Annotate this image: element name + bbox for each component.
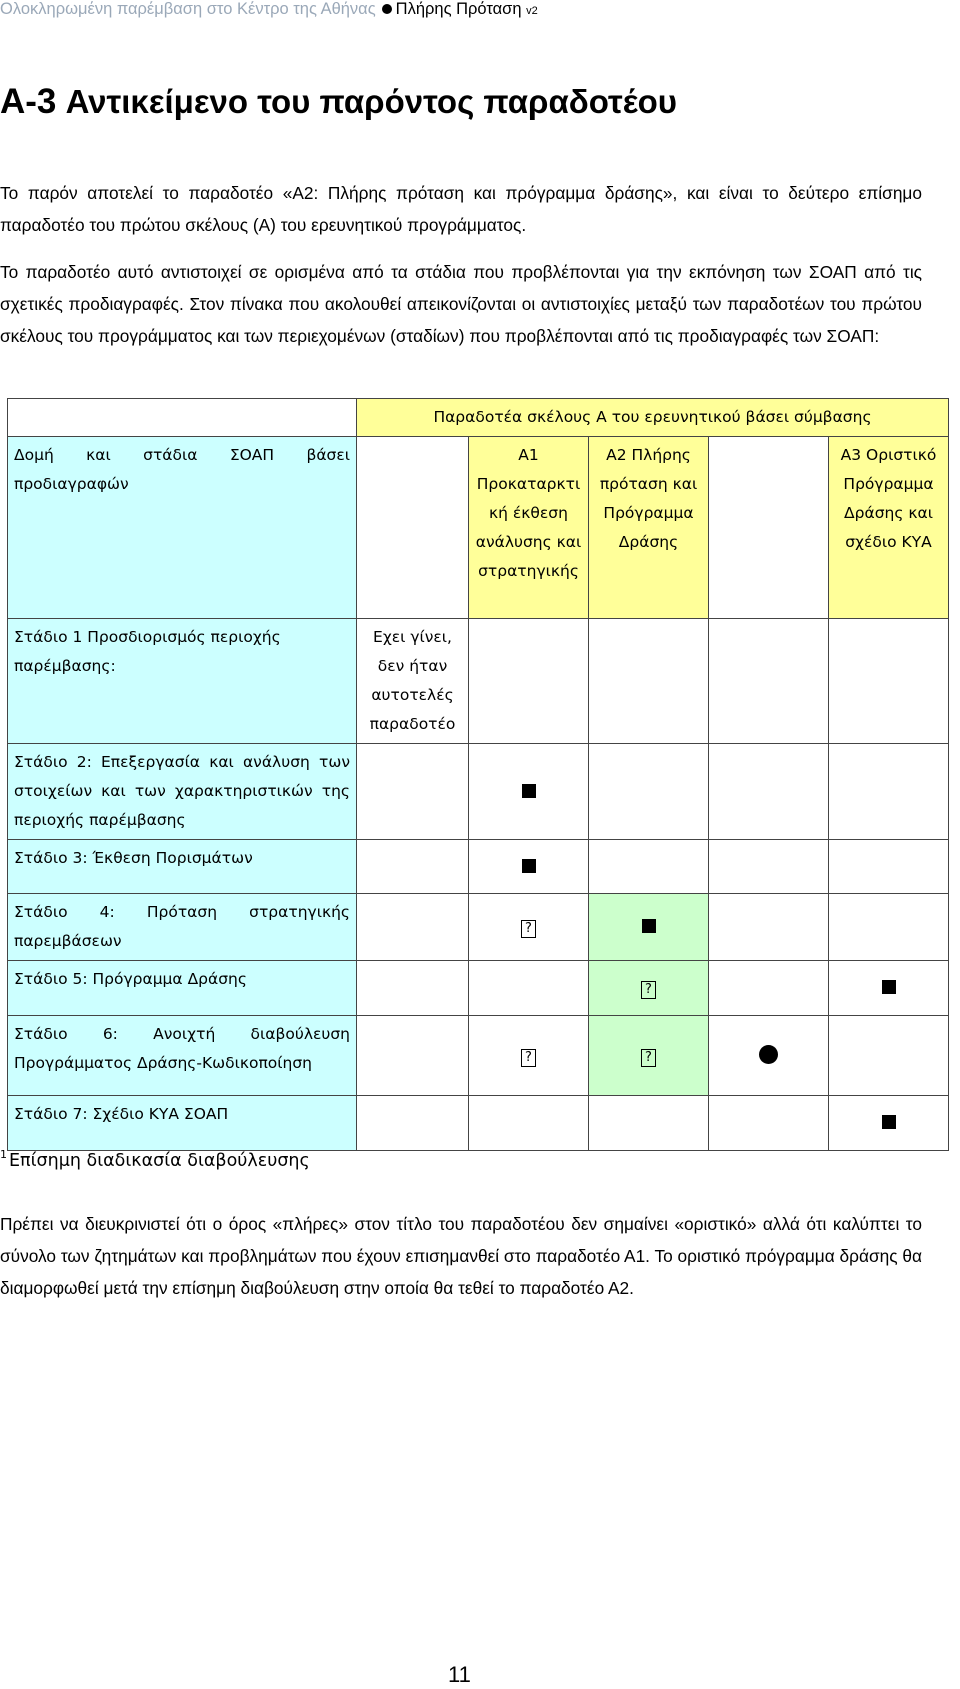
table-cell-empty — [469, 1096, 589, 1151]
table-cell-empty — [709, 840, 829, 894]
table-row — [8, 619, 949, 744]
table-row — [8, 744, 949, 840]
table-row — [8, 1016, 949, 1096]
table-row — [8, 399, 949, 437]
deliverables-table — [7, 398, 949, 1151]
page-number: 11 — [448, 1662, 471, 1687]
table-cell-empty — [709, 619, 829, 744]
table-cell-empty — [709, 744, 829, 840]
footnote-text: Επίσημη διαδικασία διαβούλευσης — [9, 1151, 310, 1171]
table-cell-empty — [709, 894, 829, 961]
footnote-marker: 1 — [0, 1148, 7, 1161]
table-row — [8, 961, 949, 1016]
section-label: Πλήρης Πρόταση — [395, 0, 522, 18]
column-header-a2: Α2 Πλήρης πρόταση και Πρόγραμμα Δράσης — [589, 437, 709, 619]
table-cell-empty — [829, 894, 949, 961]
stage-label: Στάδιο 2: Επεξεργασία και ανάλυση των στοιχείων και των χαρακτηριστικών της περιοχής παρέμβασης — [8, 744, 357, 840]
table-cell-empty — [829, 1016, 949, 1096]
table-cell — [829, 961, 949, 1016]
section-heading — [0, 82, 677, 122]
stage-label: Στάδιο 3: Έκθεση Πορισμάτων — [8, 840, 357, 894]
table-cell-empty — [357, 961, 469, 1016]
table-cell-empty — [589, 744, 709, 840]
table-cell-empty — [357, 1096, 469, 1151]
placeholder-glyph-icon: ? — [641, 1049, 656, 1067]
stage-label: Στάδιο 7: Σχέδιο ΚΥΑ ΣΟΑΠ — [8, 1096, 357, 1151]
paragraph-clarification: Πρέπει να διευκρινιστεί ότι ο όρος «πλήρες» στον τίτλο του παραδοτέου δεν σημαίνει «οριστικό» αλλά ότι καλύπτει το σύνολο των ζητημάτων και προβλημάτων που έχουν επισημανθεί στο παραδοτέο Α1. Το οριστικό πρόγραμμα δράσης θα διαμορφωθεί μετά την επίσημη διαβούλευση στην οποία θα τεθεί το παραδοτέο Α2. — [0, 1214, 922, 1298]
bullet-icon — [382, 4, 392, 14]
table-cell-empty — [357, 744, 469, 840]
table-cell-empty — [709, 961, 829, 1016]
stage-label: Στάδιο 1 Προσδιορισμός περιοχής παρέμβασης: — [8, 619, 357, 744]
table-cell — [469, 894, 589, 961]
table-cell-empty — [357, 894, 469, 961]
heading-title: Αντικείμενο του παρόντος παραδοτέου — [65, 83, 677, 120]
table-cell — [589, 1016, 709, 1096]
running-header — [0, 0, 538, 19]
table-cell — [589, 894, 709, 961]
table-row — [8, 1096, 949, 1151]
column-header — [709, 437, 829, 619]
placeholder-glyph-icon: ? — [521, 1049, 536, 1067]
footnote — [0, 1148, 310, 1171]
table-cell-empty — [589, 840, 709, 894]
table-cell — [469, 840, 589, 894]
filled-square-icon — [522, 859, 536, 873]
table-cell — [829, 1096, 949, 1151]
placeholder-glyph-icon: ? — [641, 981, 656, 999]
table-cell-empty — [8, 399, 357, 437]
paragraph-intro: Το παρόν αποτελεί το παραδοτέο «Α2: Πλήρης πρόταση και πρόγραμμα δράσης», και είναι το δεύτερο επίσημο παραδοτέο του πρώτου σκέλους (Α) του ερευνητικού προγράμματος. — [0, 183, 922, 235]
table-cell-empty — [589, 1096, 709, 1151]
heading-number: A-3 — [0, 82, 57, 121]
table-cell-empty — [829, 744, 949, 840]
table-cell-empty — [357, 1016, 469, 1096]
table-cell-empty — [829, 619, 949, 744]
version-label: v2 — [526, 5, 538, 17]
stages-column-header: Δομή και στάδια ΣΟΑΠ βάσει προδιαγραφών — [8, 437, 357, 619]
running-title: Ολοκληρωμένη παρέμβαση στο Κέντρο της Αθήνας — [0, 0, 376, 18]
table-row — [8, 894, 949, 961]
stage-label: Στάδιο 6: Ανοιχτή διαβούλευση Προγράμματος Δράσης-Κωδικοποίηση — [8, 1016, 357, 1096]
table-cell — [709, 1016, 829, 1096]
column-header-a3: Α3 Οριστικό Πρόγραμμα Δράσης και σχέδιο ΚΥΑ — [829, 437, 949, 619]
table-row — [8, 840, 949, 894]
stage-label: Στάδιο 4: Πρόταση στρατηγικής παρεμβάσεων — [8, 894, 357, 961]
table-row — [8, 437, 949, 619]
filled-square-icon — [522, 784, 536, 798]
table-cell-empty — [829, 840, 949, 894]
filled-square-icon — [642, 919, 656, 933]
stage-note: Εχει γίνει, δεν ήταν αυτοτελές παραδοτέο — [357, 619, 469, 744]
column-header — [357, 437, 469, 619]
paragraph-correspondence: Το παραδοτέο αυτό αντιστοιχεί σε ορισμένα από τα στάδια που προβλέπονται για την εκπόνηση των ΣΟΑΠ από τις σχετικές προδιαγραφές. Στον πίνακα που ακολουθεί απεικονίζονται οι αντιστοιχίες μεταξύ των παραδοτέων του πρώτου σκέλους του προγράμματος και των περιεχομένων (σταδίων) που προβλέπονται από τις προδιαγραφές των ΣΟΑΠ: — [0, 262, 922, 346]
filled-circle-icon — [759, 1045, 778, 1064]
table-cell-empty — [357, 840, 469, 894]
placeholder-glyph-icon: ? — [521, 920, 536, 938]
filled-square-icon — [882, 1115, 896, 1129]
column-header-a1: Α1 Προκαταρκτι κή έκθεση ανάλυσης και στρατηγικής — [469, 437, 589, 619]
table-cell-empty — [709, 1096, 829, 1151]
table-cell — [589, 961, 709, 1016]
table-cell-empty — [469, 619, 589, 744]
table-cell — [469, 744, 589, 840]
table-cell — [469, 1016, 589, 1096]
table-cell-empty — [469, 961, 589, 1016]
filled-square-icon — [882, 980, 896, 994]
table-cell-empty — [589, 619, 709, 744]
deliverables-group-header: Παραδοτέα σκέλους Α του ερευνητικού βάσει σύμβασης — [357, 399, 949, 437]
stage-label: Στάδιο 5: Πρόγραμμα Δράσης — [8, 961, 357, 1016]
